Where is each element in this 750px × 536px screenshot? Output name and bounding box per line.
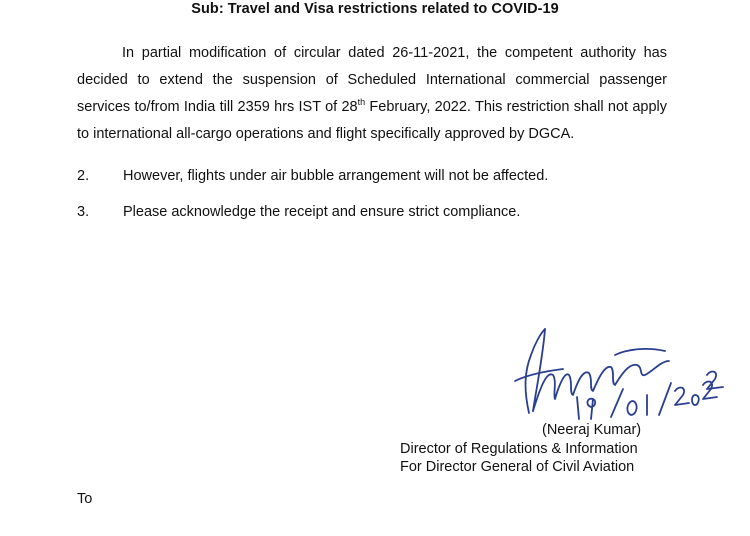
signature-stroke: [587, 399, 595, 419]
to-label: To: [77, 491, 93, 507]
handwritten-signature: [507, 325, 727, 425]
item-number: 3.: [77, 204, 90, 220]
signatory-block: [400, 421, 641, 477]
signatory-designation: Director of Regulations & Information: [400, 440, 638, 457]
signature-stroke: [707, 372, 723, 389]
item-text: Please acknowledge the receipt and ensure strict compliance.: [123, 204, 521, 220]
signature-stroke: [611, 389, 623, 417]
item-text: However, flights under air bubble arrangement will not be affected.: [123, 168, 549, 184]
signature-stroke: [615, 349, 665, 355]
paragraph-1-text-a: In partial modification of circular dated 26-11-2021, the competent authority has decided to extend the suspension of Scheduled International commercial passenger services to/from India till 2359 hrs IST of 28: [77, 45, 667, 115]
numbered-item-3: [77, 204, 520, 220]
signature-stroke: [659, 383, 671, 415]
subject-heading: Sub: Travel and Visa restrictions related to COVID-19: [191, 1, 559, 17]
signature-stroke: [627, 401, 636, 415]
paragraph-1: [77, 40, 667, 148]
signature-stroke: [675, 388, 689, 405]
numbered-item-2: [77, 168, 548, 184]
signatory-on-behalf: For Director General of Civil Aviation: [400, 459, 635, 475]
signature-stroke: [577, 397, 579, 419]
ordinal-superscript: th: [357, 97, 366, 108]
signature-stroke: [692, 395, 699, 405]
signature-stroke: [533, 361, 669, 411]
paragraph-1-text-b: February, 2022. This restriction shall not apply to international all-cargo operations and flight specifically approved by DGCA.: [77, 99, 667, 142]
signature-stroke: [533, 329, 545, 411]
item-number: 2.: [77, 168, 90, 184]
signatory-name: (Neeraj Kumar): [542, 422, 642, 438]
